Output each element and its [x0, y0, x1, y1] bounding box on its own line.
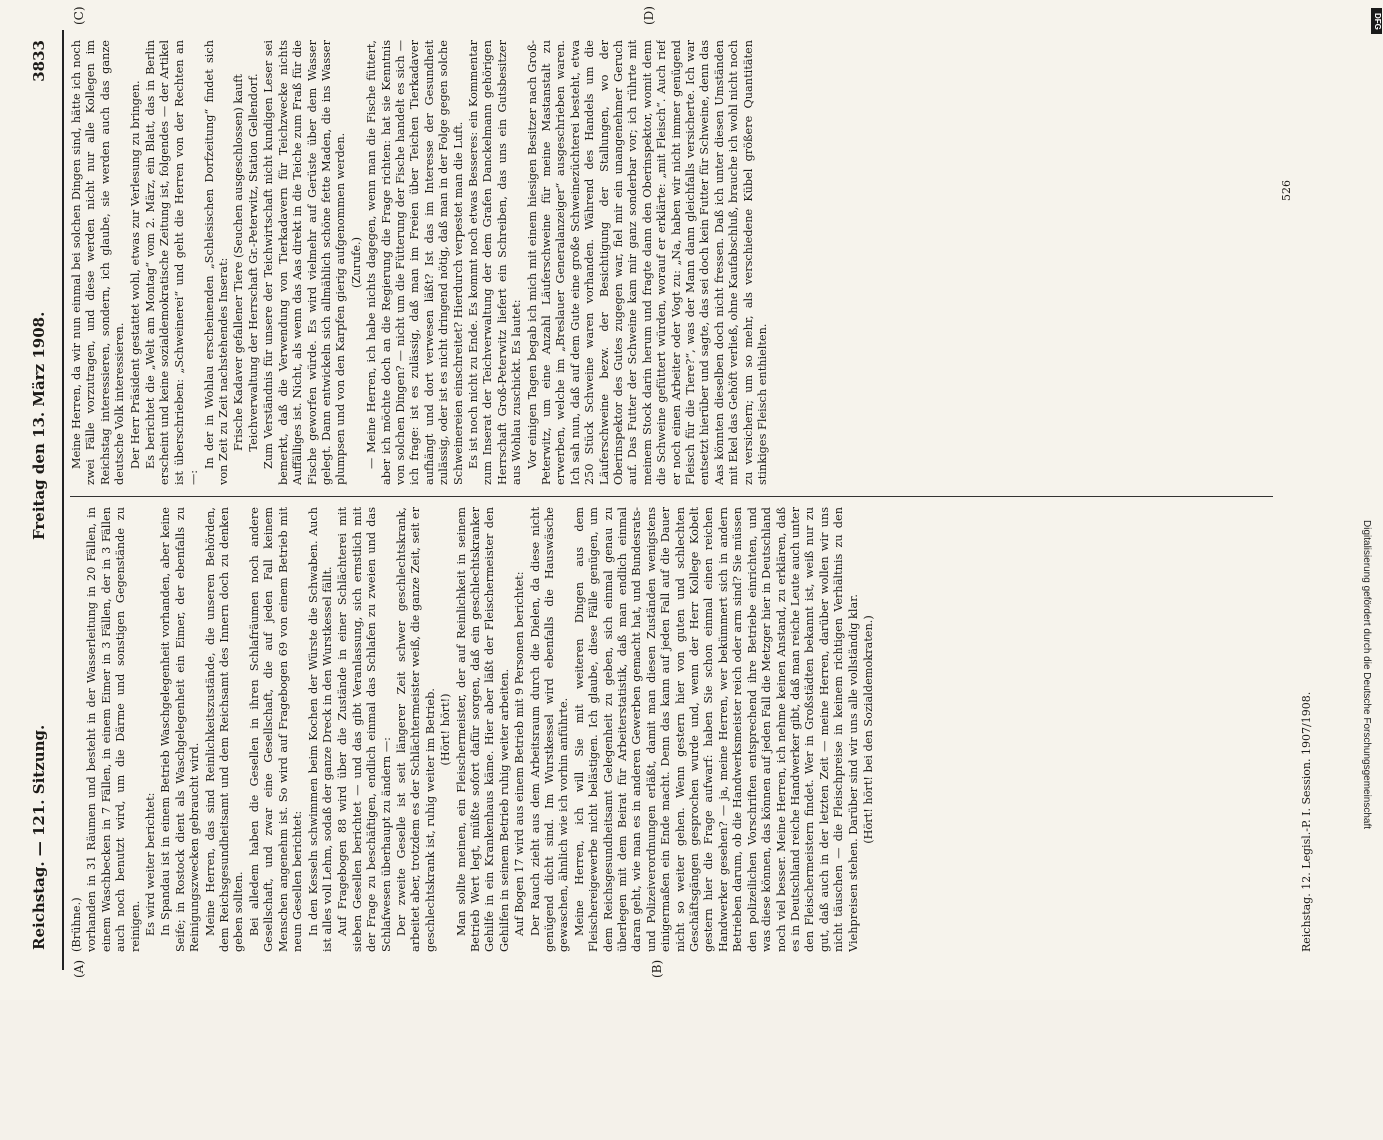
quote-paragraph: Zum Verständnis für unsere der Teichwirtschaft nicht kundigen Leser sei bemerkt, daß die Verwendung von Tierkadavern für Teichzwecke nichts Auffälliges ist. Nicht, als wenn das Aas direkt in die Teiche zum Fraß für die Fische geworfen würde. Es wird vielmehr auf Gerüste über dem Wasser gelegt. Dann entwickeln sich allmählich schöne fette Maden, die ins Wasser plumpsen und von den Karpfen gierig aufgenommen werden.: [262, 40, 348, 485]
paragraph: vorhanden in 31 Räumen und besteht in der Wasserleitung in 20 Fällen, in einem Waschbecken in 7 Fällen, in einem Eimer in 3 Fällen, der in 3 Fällen auch noch benutzt wird, um die Därme und sonstigen Gegenstände zu reinigen.: [85, 507, 142, 952]
speaker-name: (Brühne.): [70, 897, 83, 952]
column-divider: [70, 496, 1273, 497]
paragraph: Auf Fragebogen 88 wird über die Zustände in einer Schlächterei mit sieben Gesellen berichtet — und das gibt Veranlassung, sich ernstlich mit der Frage zu beschäftigen, endlich einmal das Schlafen zu zweien und das Schlafwesen überhaupt zu ändern —:: [336, 507, 393, 952]
paragraph: Meine Herren, da wir nun einmal bei solchen Dingen sind, hätte ich noch zwei Fälle vorzutragen, und diese werden nicht nur alle Kollegen im Reichstag interessieren, sondern, ich glaube, sie werden auch das ganze deutsche Volk interessieren.: [70, 40, 127, 485]
paragraph: Es ist noch nicht zu Ende. Es kommt noch etwas Besseres: ein Kommentar zum Inserat der Teichverwaltung der dem Grafen Danckelmann gehörigen Herrschaft Groß-Peterwitz liefert ein Schreiben, das uns ein Gutsbesitzer aus Wohlau zuschickt. Es lautet:: [466, 40, 524, 485]
header-left: Reichstag. — 121. Sitzung.: [30, 724, 48, 950]
paragraph: Auf Bogen 17 wird aus einem Betrieb mit 9 Personen berichtet:: [513, 571, 527, 936]
interjection: (Zurufe.): [349, 236, 363, 289]
paragraph: — Meine Herren, ich habe nichts dagegen, wenn man die Fische füttert, aber ich möchte doch an die Regierung die Frage richten: hat sie Kenntnis von solchen Dingen? — nicht um die Fütterung der Fische handelt es sich — ich frage: ist es zulässig, daß man im Freien über Teichen Tierkadaver aufhängt und dort verwesen läßt? Ist das im Interesse der Gesundheit zulässig, oder ist es nicht dringend nötig, daß man in der Folge gegen solche Schweinereien einschreitet? Hierdurch verpestet man die Luft.: [365, 40, 465, 485]
paragraph: Es berichtet die „Welt am Montag“ vom 2. März, ein Blatt, das in Berlin erscheint und keine sozialdemokratische Zeitung ist, folgendes — der Artikel ist überschrieben: „Schweinerei“ und geht die Herren von der Rechten an —:: [144, 40, 201, 485]
header-rule: [62, 30, 64, 970]
quote-paragraph: Vor einigen Tagen begab ich mich mit einem hiesigen Besitzer nach Groß-Peterwitz, um eine Anzahl Läuferschweine für meine Mastanstalt zu erwerben, welche im „Breslauer Generalanzeiger“ ausgeschrieben waren. Ich sah nun, daß auf dem Gute eine große Schweinezüchterei besteht, etwa 250 Stück Schweine waren vorhanden. Während des Handels um die Läuferschweine bezw. der Besichtigung der Stallungen, wo der Oberinspektor des Gutes zugegen war, fiel mir ein unangenehmer Geruch auf. Das Futter der Schweine kam mir ganz sonderbar vor; ich rührte mit meinem Stock darin herum und fragte dann den Oberinspektor, womit denn die Schweine gefüttert würden, worauf er erklärte: „mit Fleisch“. Auch rief er noch einen Arbeiter oder Vogt zu: „Na, haben wir nicht immer genügend Fleisch für die Tiere?“, was der Mann dann gleichfalls versicherte. Ich war entsetzt hierüber und sagte, das sei doch kein Futter für Schweine, denn das Aas könnten dieselben doch nicht fressen. Daß ich unter diesen Umständen mit Ekel das Gehöft verließ, ohne Kaufabschluß, brauche ich wohl nicht noch zu versichern; um so mehr, als verschiedene Kübel größere Quantitäten stinkiges Fleisch enthielten.: [525, 40, 770, 485]
paragraph: Meine Herren, ich will Sie mit weiteren Dingen aus dem Fleischereigewerbe nicht belästigen. Ich glaube, diese Fälle genügen, um dem Reichsgesundheitsamt Gelegenheit zu geben, sich einmal genau zu überlegen mit dem Beirat für Arbeiterstatistik, daß man endlich einmal daran geht, wie man es in anderen Gewerben gemacht hat, und Bundesrats- und Polizeiverordnungen erläßt, damit man diesen Zuständen wenigstens einigermaßen ein Ende macht. Denn das kann auf jeden Fall auf die Dauer nicht so weiter gehen. Wenn gestern hier von guten und schlechten Geschäftsgängen gesprochen wurde und, wenn der Herr Kollege Kobelt gestern hier die Frage aufwarf: haben Sie schon einmal einen reichen Handwerker gesehen? — ja, meine Herren, wer bekümmert sich in andern Betrieben darum, ob die Handwerksmeister reich oder arm sind? Sie müssen den polizeilichen Vorschriften entsprechend ihre Betriebe einrichten, und was diese können, das können auf jeden Fall die Metzger hier in Deutschland noch viel besser. Meine Herren, ich nehme keinen Anstand, zu erklären, daß es in Deutschland reiche Handwerker gibt, daß man reiche Leute auch unter den Fleischermeistern findet. Wer in Großstädten bekannt ist, weiß nur zu gut, daß auch in der letzten Zeit — meine Herren, darüber wollen wir uns nicht täuschen — die Fleischpreise in keinem richtigen Verhältnis zu den Viehpreisen stehen. Darüber sind wir uns alle vollständig klar.: [572, 507, 860, 952]
quote-paragraph: Der Rauch zieht aus dem Arbeitsraum durch die Dielen, da diese nicht genügend dicht sind. Im Wurstkessel wird ebenfalls die Hauswäsche gewaschen, ähnlich wie ich vorhin anführte.: [528, 507, 571, 952]
left-column: [70, 507, 1303, 952]
dfg-logo: DFG: [1371, 8, 1382, 34]
footer-page-number: 526: [1280, 180, 1293, 201]
margin-marker-a: (A): [72, 959, 86, 978]
interjection: (Hört! hört! bei den Sozialdemokraten.): [861, 615, 875, 844]
quote-paragraph: In den Kesseln schwimmen beim Kochen der Würste die Schwaben. Auch ist alles voll Lehm, sodaß der ganze Dreck in den Wurstkessel fällt.: [306, 507, 334, 952]
page-header: [20, 30, 60, 970]
margin-marker-c: (C): [72, 6, 86, 25]
paragraph: Meine Herren, das sind Reinlichkeitszustände, die unseren Behörden, dem Reichsgesundheitsamt und dem Reichsamt des Innern doch zu denken geben sollten.: [203, 507, 246, 952]
quote-paragraph: In Spandau ist in einem Betrieb Waschgelegenheit vorhanden, aber keine Seife; in Rostock dient als Waschgelegenheit ein Eimer, der ebenfalls zu Reinigungszwecken gebraucht wird.: [159, 507, 202, 952]
margin-marker-b: (B): [650, 959, 664, 978]
right-column: [70, 40, 1303, 485]
margin-marker-d: (D): [642, 6, 656, 25]
interjection: (Hört! hört!): [439, 693, 453, 766]
page-footer: Reichstag. 12. Legisl.-P. I. Session. 1907/1908.: [1300, 691, 1313, 952]
header-page-number: 3833: [30, 40, 48, 82]
header-date: Freitag den 13. März 1908.: [30, 311, 48, 540]
dfg-credit: Digitalisierung gefördert durch die Deutsche Forschungsgemeinschaft: [1361, 520, 1372, 830]
paragraph: Bei alledem haben die Gesellen in ihren Schlafräumen noch andere Gesellschaft, und zwar eine Gesellschaft, die auf jeden Fall keinem Menschen angenehm ist. So wird auf Fragebogen 69 von einem Betrieb mit neun Gesellen berichtet:: [247, 507, 305, 952]
paragraph: Man sollte meinen, ein Fleischermeister, der auf Reinlichkeit in seinem Betrieb Wert legt, müßte sofort dafür sorgen, daß ein geschlechtskranker Gehilfe in ein Krankenhaus käme. Hier aber läßt der Fleischermeister den Gehilfen in seinem Betrieb ruhig weiter arbeiten.: [454, 507, 511, 952]
paragraph: Es wird weiter berichtet:: [144, 792, 158, 936]
quote-paragraph: Der zweite Geselle ist seit längerer Zeit schwer geschlechtskrank, arbeitet aber, trotzdem es der Schlächtermeister weiß, die ganze Zeit, seit er geschlechtskrank ist, ruhig weiter im Betrieb.: [394, 507, 437, 952]
quote-paragraph: In der in Wohlau erscheinenden „Schlesischen Dorfzeitung“ findet sich von Zeit zu Zeit nachstehendes Inserat:: [202, 40, 231, 485]
paragraph: Der Herr Präsident gestattet wohl, etwas zur Verlesung zu bringen.: [128, 80, 142, 469]
advertisement-text: Frische Kadaver gefallener Tiere (Seuchen ausgeschlossen) kauft Teichverwaltung der Herrschaft Gr.-Peterwitz, Station Gellendorf.: [232, 73, 260, 452]
